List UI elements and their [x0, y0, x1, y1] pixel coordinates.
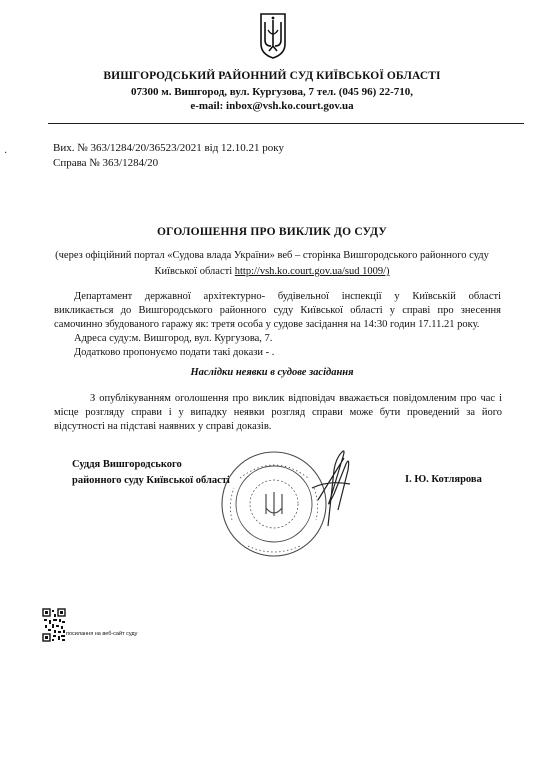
case-number: Справа № 363/1284/20 — [53, 157, 159, 169]
outgoing-reference: Вих. № 363/1284/20/36523/2021 від 12.10.21 року — [53, 142, 284, 154]
header-divider — [48, 123, 524, 124]
court-email: e-mail: inbox@vsh.ko.court.gov.ua — [190, 100, 354, 112]
judge-title-line-2: районного суду Київської області — [72, 475, 230, 486]
court-address: 07300 м. Вишгород, вул. Кургузова, 7 тел. (045 96) 22-710, — [130, 86, 414, 98]
judge-title — [72, 457, 230, 489]
coat-of-arms-icon — [258, 12, 288, 60]
consequences-heading: Наслідки неявки в судове засідання — [190, 367, 354, 378]
body-p1-line2: викликається до Вишгородського районного суду Київської області у справі про знесення — [54, 305, 501, 316]
judge-name: І. Ю. Котлярова — [405, 474, 482, 485]
body-p1-line1: Департамент державної архітектурно- будівельної інспекції у Київській області — [74, 291, 501, 302]
portal-line-1: (через офіційний портал «Судова влада України» веб – сторінка Вишгородського районного суду — [55, 250, 489, 261]
body-p4-line3: відсутності на підставі наявних у справі доказів. — [54, 421, 272, 432]
qr-caption: посилання на веб-сайт суду — [66, 631, 138, 637]
body-p1-line3: самочинно збудованого гаражу як: третя особа у судове засідання на 14:30 годин 17.11.21 року. — [54, 319, 480, 330]
portal-note — [0, 248, 544, 280]
judge-title-line-1: Суддя Вишгородського — [72, 459, 182, 470]
handwritten-signature — [298, 440, 358, 530]
body-p4-line1: З опублікуванням оголошення про виклик відповідач вважається повідомленим про час і — [90, 393, 502, 404]
qr-code[interactable] — [42, 608, 66, 642]
portal-line-2 — [0, 264, 544, 280]
margin-mark: · — [4, 148, 8, 159]
portal-line-2-prefix: Київської області — [154, 266, 235, 277]
body-p4-line2: місце розгляду справи і у випадку неявки розгляд справи може бути проведений за його — [54, 407, 502, 418]
court-address-line: Адреса суду:м. Вишгород, вул. Кургузова, 7. — [74, 333, 273, 344]
court-website-link[interactable]: http://vsh.ko.court.gov.ua/sud 1009/) — [234, 266, 390, 277]
court-name: ВИШГОРОДСЬКИЙ РАЙОННИЙ СУД КИЇВСЬКОЇ ОБЛАСТІ — [103, 70, 441, 82]
evidence-line: Додатково пропонуємо подати такі докази - . — [74, 347, 275, 358]
document-title: ОГОЛОШЕННЯ ПРО ВИКЛИК ДО СУДУ — [156, 226, 388, 238]
